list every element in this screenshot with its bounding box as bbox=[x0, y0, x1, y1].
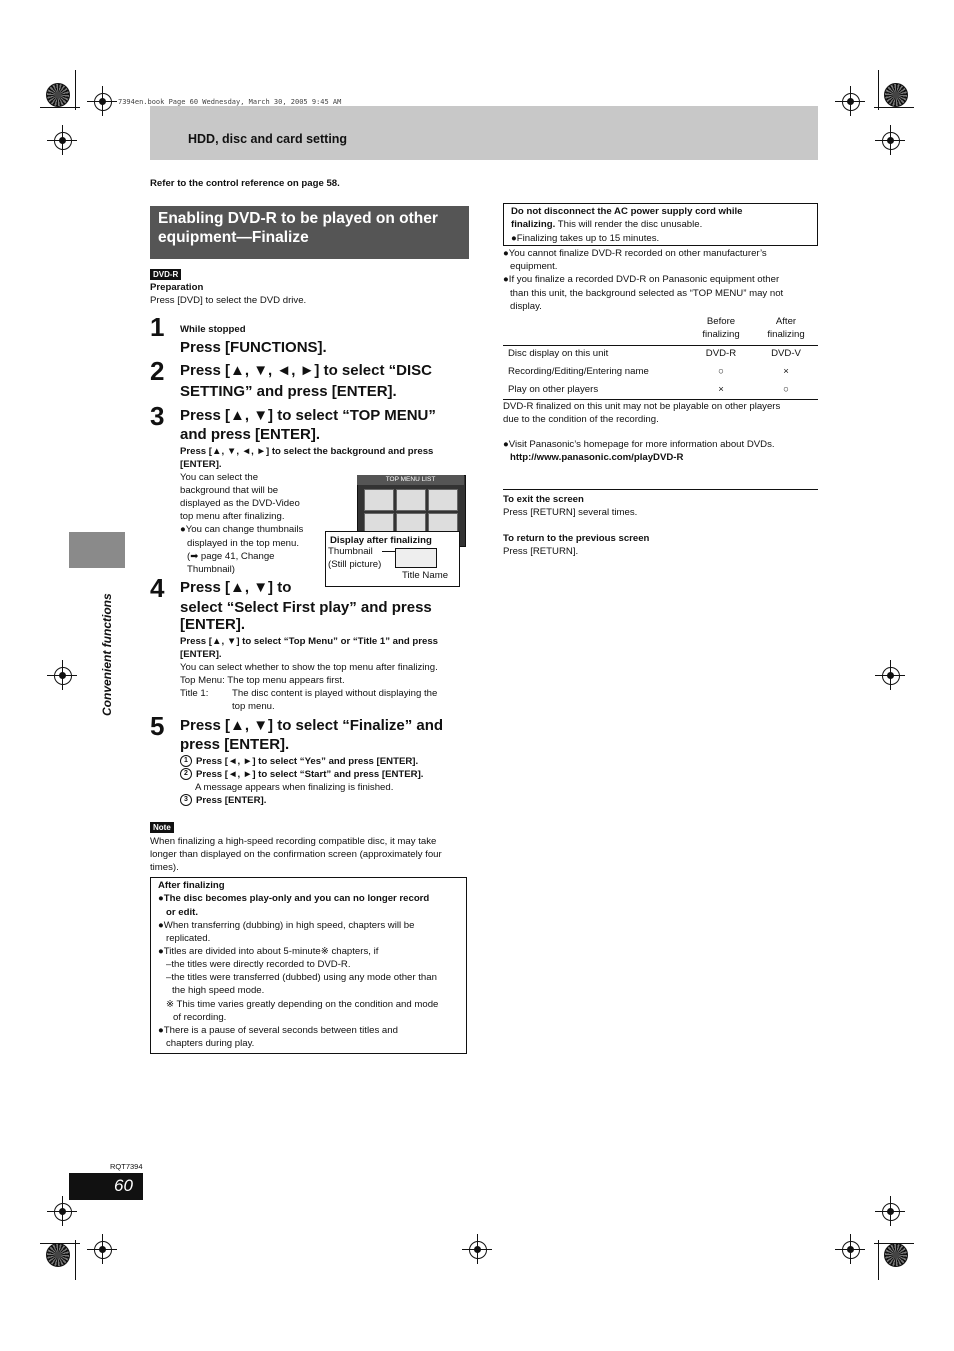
step4-heading: select “Select First play” and press bbox=[180, 599, 432, 616]
crosshair-mark bbox=[875, 125, 905, 155]
side-tab-marker bbox=[69, 532, 125, 568]
table-col-after: finalizing bbox=[767, 329, 805, 340]
step3-heading: Press [▲, ▼] to select “TOP MENU” bbox=[180, 407, 436, 424]
step3-bullet: (➡ page 41, Change bbox=[187, 551, 275, 562]
table-cell: × bbox=[718, 384, 724, 395]
step-number: 2 bbox=[150, 356, 165, 386]
after-finalizing-title: After finalizing bbox=[158, 880, 225, 891]
crosshair-mark bbox=[47, 125, 77, 155]
step-number: 1 bbox=[150, 312, 165, 342]
preparation-text: Press [DVD] to select the DVD drive. bbox=[150, 295, 307, 306]
table-cell: DVD-R bbox=[705, 348, 737, 359]
circled-number: 2 bbox=[180, 768, 192, 780]
warning-bold: finalizing. bbox=[511, 219, 556, 230]
step3-body: You can select the bbox=[180, 472, 259, 483]
crosshair-mark bbox=[875, 1196, 905, 1226]
crosshair-mark bbox=[835, 86, 865, 116]
after-table-text: DVD-R finalized on this unit may not be playable on other players bbox=[503, 401, 781, 412]
prev-text: Press [RETURN]. bbox=[503, 546, 579, 557]
step5-substep-text: Press [ENTER]. bbox=[196, 795, 267, 806]
table-cell: DVD-V bbox=[771, 348, 801, 359]
note-text: longer than displayed on the confirmation screen (approximately four bbox=[150, 849, 442, 860]
page-header-title: HDD, disc and card setting bbox=[188, 132, 348, 146]
right-bullet: than this unit, the background selected as “TOP MENU” may not bbox=[510, 288, 784, 299]
after-finalizing-line: replicated. bbox=[166, 933, 211, 944]
file-stamp: 7394en.book Page 60 Wednesday, March 30, 2005 9:45 AM bbox=[118, 98, 342, 106]
website-url[interactable]: http://www.panasonic.com/playDVD-R bbox=[510, 452, 684, 463]
table-col-after: After bbox=[775, 316, 797, 327]
step4-instruction: [ENTER]. bbox=[180, 649, 222, 660]
dvd-r-badge: DVD-R bbox=[150, 269, 181, 280]
crop-line bbox=[75, 1240, 76, 1280]
step5-substep bbox=[180, 755, 418, 768]
crop-line bbox=[878, 70, 879, 110]
step5-substep-text: Press [◄, ►] to select “Start” and press [ENTER]. bbox=[196, 769, 424, 780]
callout-still-label: (Still picture) bbox=[328, 559, 382, 570]
circled-number: 3 bbox=[180, 794, 192, 806]
step3-body: displayed as the DVD-Video bbox=[180, 498, 300, 509]
page-number: 60 bbox=[114, 1176, 133, 1195]
table-cell: × bbox=[783, 366, 789, 377]
exit-title: To exit the screen bbox=[503, 494, 584, 505]
table-row-label: Disc display on this unit bbox=[508, 348, 609, 359]
table-row-label: Play on other players bbox=[508, 384, 599, 395]
table-rule bbox=[503, 345, 818, 346]
note-text: When finalizing a high-speed recording compatible disc, it may take bbox=[150, 836, 437, 847]
right-bullet: ●You cannot finalize DVD-R recorded on other manufacturer’s bbox=[503, 248, 767, 259]
step5-substep-text: Press [◄, ►] to select “Yes” and press [ENTER]. bbox=[196, 756, 419, 767]
top-menu-list-title: TOP MENU LIST bbox=[357, 475, 464, 485]
callout-title-name-label: Title Name bbox=[402, 570, 449, 581]
step5-heading: Press [▲, ▼] to select “Finalize” and bbox=[180, 717, 444, 734]
step1-sub: While stopped bbox=[180, 324, 246, 335]
after-finalizing-line: –the titles were directly recorded to DVD-R. bbox=[166, 959, 351, 970]
step-number: 4 bbox=[150, 573, 165, 603]
exit-text: Press [RETURN] several times. bbox=[503, 507, 638, 518]
callout-thumbnail-label: Thumbnail bbox=[328, 546, 373, 557]
step4-title1-text: top menu. bbox=[232, 701, 275, 712]
registration-sun-mark bbox=[884, 83, 908, 107]
step2-heading: SETTING” and press [ENTER]. bbox=[180, 383, 397, 400]
step3-bullet: ●You can change thumbnails bbox=[180, 524, 304, 535]
table-row-label: Recording/Editing/Entering name bbox=[508, 366, 649, 377]
after-finalizing-line: ※ This time varies greatly depending on the condition and mode bbox=[166, 999, 439, 1010]
step3-bullet: Thumbnail) bbox=[187, 564, 235, 575]
model-code: RQT7394 bbox=[110, 1162, 143, 1171]
circled-number: 1 bbox=[180, 755, 192, 767]
registration-sun-mark bbox=[884, 1243, 908, 1267]
step-number: 3 bbox=[150, 401, 165, 431]
step4-topmenu: Top Menu: The top menu appears first. bbox=[180, 675, 345, 686]
after-finalizing-line: the high speed mode. bbox=[172, 985, 265, 996]
crop-line bbox=[874, 1243, 914, 1244]
thumbnail-icon bbox=[395, 548, 437, 568]
refer-note: Refer to the control reference on page 58. bbox=[150, 178, 340, 189]
table-col-before: finalizing bbox=[702, 329, 740, 340]
crosshair-mark bbox=[462, 1234, 492, 1264]
table-col-before: Before bbox=[706, 316, 736, 327]
note-badge: Note bbox=[150, 822, 174, 833]
after-finalizing-line: ●The disc becomes play-only and you can no longer record bbox=[158, 893, 430, 904]
website-line: ●Visit Panasonic’s homepage for more information about DVDs. bbox=[503, 439, 775, 450]
after-finalizing-line: ●Titles are divided into about 5-minute※ chapters, if bbox=[158, 946, 379, 957]
after-finalizing-line: chapters during play. bbox=[166, 1038, 255, 1049]
preparation-label: Preparation bbox=[150, 282, 204, 293]
step1-heading: Press [FUNCTIONS]. bbox=[180, 339, 327, 356]
note-text: times). bbox=[150, 862, 179, 873]
crop-line bbox=[40, 1243, 80, 1244]
step4-title1-text: The disc content is played without displaying the bbox=[232, 688, 438, 699]
step2-heading: Press [▲, ▼, ◄, ►] to select “DISC bbox=[180, 362, 432, 379]
step3-bullet: displayed in the top menu. bbox=[187, 538, 300, 549]
warning-bullet: ●Finalizing takes up to 15 minutes. bbox=[511, 233, 660, 244]
step3-body: background that will be bbox=[180, 485, 279, 496]
step4-body: You can select whether to show the top menu after finalizing. bbox=[180, 662, 438, 673]
after-finalizing-line: ●When transferring (dubbing) in high speed, chapters will be bbox=[158, 920, 415, 931]
table-cell: ○ bbox=[718, 366, 724, 377]
table-cell: ○ bbox=[783, 384, 789, 395]
callout-pointer-line bbox=[382, 551, 396, 552]
step5-substep-note: A message appears when finalizing is finished. bbox=[195, 782, 394, 793]
step4-heading: Press [▲, ▼] to bbox=[180, 579, 292, 596]
crop-line bbox=[874, 107, 914, 108]
crosshair-mark bbox=[875, 660, 905, 690]
after-finalizing-line: ●There is a pause of several seconds between titles and bbox=[158, 1025, 398, 1036]
step4-heading: [ENTER]. bbox=[180, 616, 245, 633]
crosshair-mark bbox=[87, 86, 117, 116]
step-number: 5 bbox=[150, 711, 165, 741]
crosshair-mark bbox=[47, 660, 77, 690]
step3-instruction: [ENTER]. bbox=[180, 459, 222, 470]
after-table-text: due to the condition of the recording. bbox=[503, 414, 659, 425]
after-finalizing-line: of recording. bbox=[173, 1012, 227, 1023]
registration-sun-mark bbox=[46, 83, 70, 107]
crop-line bbox=[75, 70, 76, 110]
crosshair-mark bbox=[87, 1234, 117, 1264]
step3-instruction: Press [▲, ▼, ◄, ►] to select the background and press bbox=[180, 446, 434, 457]
step5-substep bbox=[180, 768, 423, 781]
divider bbox=[503, 489, 818, 490]
step5-heading: press [ENTER]. bbox=[180, 736, 290, 753]
crop-line bbox=[40, 107, 80, 108]
step4-title1-label: Title 1: bbox=[180, 688, 209, 699]
side-section-label: Convenient functions bbox=[100, 593, 114, 716]
registration-sun-mark bbox=[46, 1243, 70, 1267]
right-bullet: equipment. bbox=[510, 261, 558, 272]
step4-instruction: Press [▲, ▼] to select “Top Menu” or “Title 1” and press bbox=[180, 636, 439, 647]
right-bullet: display. bbox=[510, 301, 542, 312]
callout-title: Display after finalizing bbox=[330, 535, 432, 546]
warning-text bbox=[511, 218, 702, 231]
warning-rest: This will render the disc unusable. bbox=[555, 219, 703, 230]
after-finalizing-line: –the titles were transferred (dubbed) using any mode other than bbox=[166, 972, 437, 983]
warning-text: Do not disconnect the AC power supply cord while bbox=[511, 206, 743, 217]
right-bullet: ●If you finalize a recorded DVD-R on Panasonic equipment other bbox=[503, 274, 780, 285]
section-title: Enabling DVD-R to be played on other equipment—Finalize bbox=[150, 206, 469, 259]
crosshair-mark bbox=[835, 1234, 865, 1264]
after-finalizing-line: or edit. bbox=[166, 907, 198, 918]
step3-heading: and press [ENTER]. bbox=[180, 426, 321, 443]
crop-line bbox=[878, 1240, 879, 1280]
crosshair-mark bbox=[47, 1196, 77, 1226]
step3-body: top menu after finalizing. bbox=[180, 511, 285, 522]
prev-title: To return to the previous screen bbox=[503, 533, 650, 544]
step5-substep bbox=[180, 794, 266, 807]
